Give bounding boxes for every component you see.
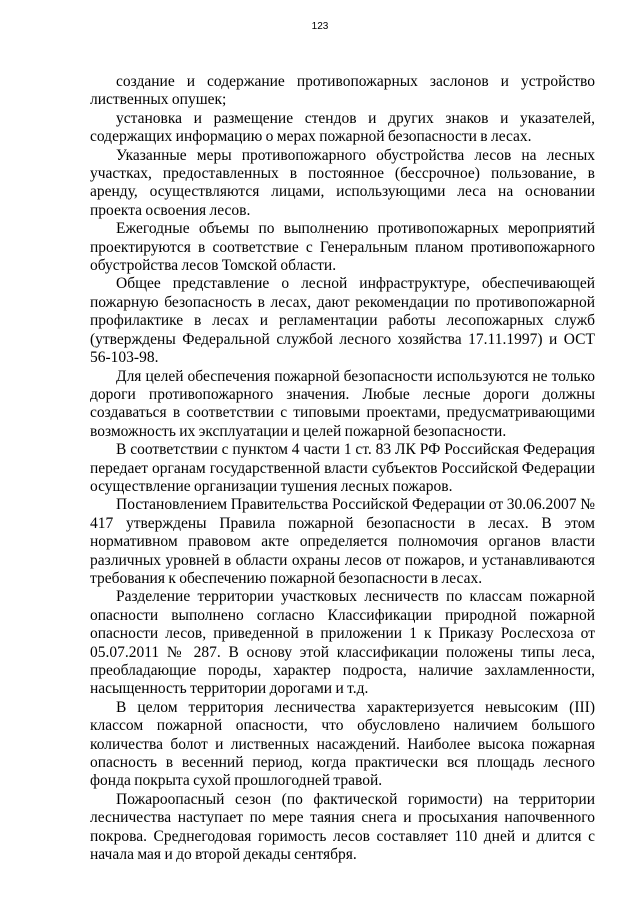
paragraph-fire-barriers: создание и содержание противопожарных заслонов и устройство лиственных опушек; [90,73,595,109]
paragraph-fire-classification: Разделение территории участковых лесничеств по классам пожарной опасности выполнено согласно Классификации природной пожарной опасности лесов, приведенной в приложении 1 к Приказу Рослесхоза от 05.07.2011 № 287. В основу этой классификации положены типы леса, преобладающие породы, характер подроста, наличие захламленности, насыщенность территории дорогами и т.д. [90,588,595,698]
paragraph-fire-danger-class: В целом территория лесничества характеризуется невысоким (III) классом пожарной опасности, что обусловлено наличием большого количества болот и лиственных насаждений. Наиболее высока пожарная опасность в весенний период, когда практически вся площадь лесного фонда покрыта сухой прошлогодней травой. [90,698,595,790]
paragraph-forest-infrastructure: Общее представление о лесной инфраструктуре, обеспечивающей пожарную безопасность в лесах, дают рекомендации по противопожарной профилактике в лесах и регламентации работы лесопожарных служб (утверждены Федеральной службой лесного хозяйства 17.11.1997) и ОСТ 56-103-98. [90,275,595,367]
paragraph-government-decree: Постановлением Правительства Российской Федерации от 30.06.2007 № 417 утверждены Правила пожарной безопасности в лесах. В этом нормативном правовом акте определяется полномочия органов власти различных уровней в области охраны лесов от пожаров, и устанавливаются требования к обеспечению пожарной безопасности в лесах. [90,496,595,587]
paragraph-signs-installation: установка и размещение стендов и других знаков и указателей, содержащих информацию о мерах пожарной безопасности в лесах. [90,109,595,146]
paragraph-measures-implementation: Указанные меры противопожарного обустройства лесов на лесных участках, предоставленных в постоянное (бессрочное) пользование, в аренду, осуществляются лицами, использующими леса на основании проекта освоения лесов. [90,146,595,219]
paragraph-forest-code: В соответствии с пунктом 4 части 1 ст. 83 ЛК РФ Российская Федерация передает органам государственной власти субъектов Российской Федерации осуществление организации тушения лесных пожаров. [90,441,595,495]
paragraph-fire-season: Пожароопасный сезон (по фактической горимости) на территории лесничества наступает по мере таяния снега и просыхания напочвенного покрова. Среднегодовая горимость лесов составляет 110 дней и длится с начала мая и до второй декады сентября. [90,790,595,864]
document-body [90,73,595,864]
paragraph-forest-roads: Для целей обеспечения пожарной безопасности используются не только дороги противопожарного значения. Любые лесные дороги должны создаваться в соответствии с типовыми проектами, предусматривающими возможность их эксплуатации и целей пожарной безопасности. [90,367,595,440]
paragraph-annual-volumes: Ежегодные объемы по выполнению противопожарных мероприятий проектируются в соответствие с Генеральным планом противопожарного обустройства лесов Томской области. [90,220,595,275]
page-number: 123 [311,21,329,32]
